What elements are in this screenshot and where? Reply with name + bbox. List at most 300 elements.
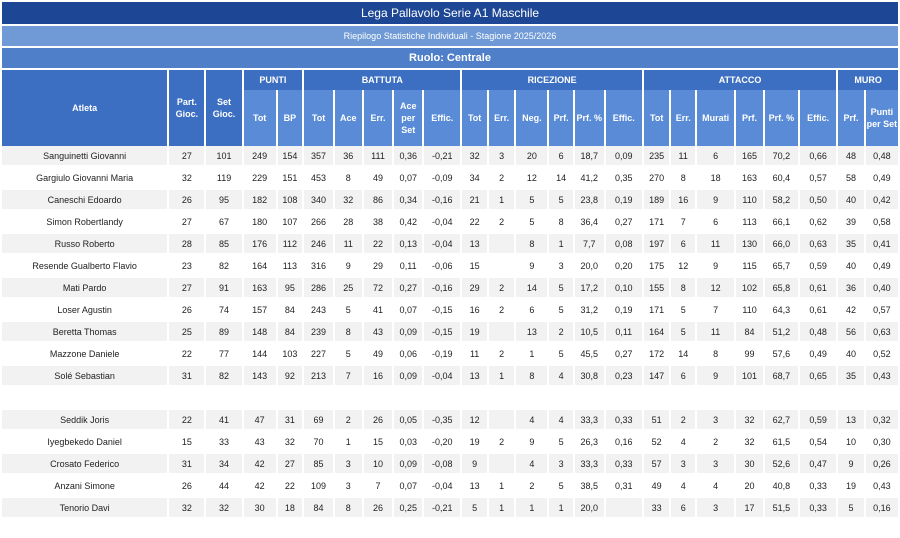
stat-cell: 89: [206, 322, 241, 344]
table-row: [2, 300, 898, 322]
stat-cell: 11: [697, 322, 734, 344]
stat-cell: 49: [364, 344, 393, 366]
stat-cell: 32: [335, 190, 362, 212]
stat-cell: 2: [489, 168, 515, 190]
stat-cell: 10: [364, 454, 393, 476]
table-row: [2, 256, 898, 278]
stat-cell: 6: [697, 146, 734, 168]
stat-cell: 5: [335, 344, 362, 366]
table-row: [2, 168, 898, 190]
athlete-name: Tenorio Davi: [2, 498, 167, 520]
col-ricezione-1: Err.: [489, 90, 515, 146]
stat-cell: 0,19: [606, 300, 642, 322]
stat-cell: 119: [206, 168, 241, 190]
stat-cell: 0,19: [606, 190, 642, 212]
stat-cell: -0,19: [424, 344, 460, 366]
stat-cell: 31: [169, 366, 204, 388]
stat-cell: 35: [838, 366, 864, 388]
stat-cell: 36,4: [575, 212, 604, 234]
stat-cell: 31,2: [575, 300, 604, 322]
stat-cell: 27: [278, 454, 303, 476]
stat-cell: 19: [462, 322, 487, 344]
table-row: [2, 234, 898, 256]
stat-cell: 2: [549, 322, 572, 344]
stat-cell: 41: [364, 300, 393, 322]
stat-cell: 16: [364, 366, 393, 388]
stat-cell: 38,5: [575, 476, 604, 498]
stat-cell: 3: [335, 454, 362, 476]
stat-cell: 22: [364, 234, 393, 256]
stat-cell: 164: [644, 322, 670, 344]
stat-cell: 5: [516, 212, 547, 234]
stat-cell: 51,5: [765, 498, 798, 520]
stat-cell: 0,33: [606, 410, 642, 432]
stat-cell: 101: [736, 366, 763, 388]
stat-cell: 270: [644, 168, 670, 190]
stat-cell: 5: [335, 300, 362, 322]
stat-cell: 286: [304, 278, 333, 300]
stat-cell: 27: [169, 278, 204, 300]
stat-cell: 30: [736, 454, 763, 476]
stat-cell: 6: [697, 212, 734, 234]
stat-cell: 60,4: [765, 168, 798, 190]
stat-cell: 0,27: [606, 344, 642, 366]
stat-cell: 144: [244, 344, 276, 366]
stat-cell: 20,0: [575, 256, 604, 278]
stat-cell: 32: [206, 498, 241, 520]
table-row: [2, 322, 898, 344]
stat-cell: 0,13: [394, 234, 422, 256]
stat-cell: 9: [697, 366, 734, 388]
stat-cell: 143: [244, 366, 276, 388]
stat-cell: 0,09: [394, 366, 422, 388]
stat-cell: 30: [244, 498, 276, 520]
col-ricezione-0: Tot: [462, 90, 487, 146]
athlete-name: Russo Roberto: [2, 234, 167, 256]
stat-cell: -0,35: [424, 410, 460, 432]
stat-cell: 84: [278, 300, 303, 322]
stat-cell: 3: [335, 476, 362, 498]
stat-cell: 0,31: [606, 476, 642, 498]
stat-cell: 6: [671, 498, 694, 520]
stat-cell: 82: [206, 256, 241, 278]
stat-cell: 11: [462, 344, 487, 366]
stat-cell: 9: [516, 256, 547, 278]
stat-cell: 1: [335, 432, 362, 454]
group-punti: PUNTI: [244, 70, 303, 90]
stat-cell: 249: [244, 146, 276, 168]
col-battuta-0: Tot: [304, 90, 333, 146]
stat-cell: 0,35: [606, 168, 642, 190]
stat-cell: 111: [364, 146, 393, 168]
stat-cell: 5: [549, 476, 572, 498]
stat-cell: 32: [736, 432, 763, 454]
stat-cell: 57,6: [765, 344, 798, 366]
stat-cell: 266: [304, 212, 333, 234]
stat-cell: 0,61: [800, 278, 836, 300]
stat-cell: 36: [838, 278, 864, 300]
stat-cell: 0,27: [606, 212, 642, 234]
stat-cell: 85: [304, 454, 333, 476]
stat-cell: 0,43: [866, 476, 898, 498]
stat-cell: 1: [516, 344, 547, 366]
col-sets: Set Gioc.: [206, 70, 241, 146]
stat-cell: 16: [462, 300, 487, 322]
stat-cell: -0,21: [424, 146, 460, 168]
stat-cell: 11: [697, 234, 734, 256]
stat-cell: 29: [364, 256, 393, 278]
stat-cell: 33,3: [575, 410, 604, 432]
stat-cell: 0,47: [800, 454, 836, 476]
stat-cell: 0,48: [866, 146, 898, 168]
stat-cell: 113: [278, 256, 303, 278]
table-row: [2, 432, 898, 454]
stat-cell: 43: [244, 432, 276, 454]
stat-cell: 0,23: [606, 366, 642, 388]
athlete-name: Mati Pardo: [2, 278, 167, 300]
stat-cell: 9: [516, 432, 547, 454]
stat-cell: 5: [838, 498, 864, 520]
stat-cell: 40: [838, 256, 864, 278]
stat-cell: -0,04: [424, 366, 460, 388]
stat-cell: 243: [304, 300, 333, 322]
group-attacco: ATTACCO: [644, 70, 836, 90]
stat-cell: 189: [644, 190, 670, 212]
stat-cell: 99: [736, 344, 763, 366]
stat-cell: 9: [335, 256, 362, 278]
stat-cell: 229: [244, 168, 276, 190]
stat-cell: 453: [304, 168, 333, 190]
stat-cell: 26: [169, 190, 204, 212]
stat-cell: 34: [206, 454, 241, 476]
stat-cell: 110: [736, 190, 763, 212]
table-row: [2, 190, 898, 212]
stat-cell: [489, 256, 515, 278]
stat-cell: 52: [644, 432, 670, 454]
stat-cell: 57: [644, 454, 670, 476]
stat-cell: 6: [549, 146, 572, 168]
col-attacco-4: Prf. %: [765, 90, 798, 146]
stat-cell: 70,2: [765, 146, 798, 168]
col-ricezione-2: Neg.: [516, 90, 547, 146]
stat-cell: 175: [644, 256, 670, 278]
stat-cell: -0,09: [424, 168, 460, 190]
stat-cell: 27: [169, 212, 204, 234]
col-muro-0: Prf.: [838, 90, 864, 146]
stat-cell: 41,2: [575, 168, 604, 190]
stat-cell: 12: [671, 256, 694, 278]
stat-cell: 68,7: [765, 366, 798, 388]
stat-cell: 108: [278, 190, 303, 212]
stat-cell: 151: [278, 168, 303, 190]
stat-cell: 13: [838, 410, 864, 432]
stat-cell: 130: [736, 234, 763, 256]
col-battuta-3: Ace per Set: [394, 90, 422, 146]
stat-cell: 0,50: [800, 190, 836, 212]
stat-cell: 5: [549, 344, 572, 366]
stat-cell: 357: [304, 146, 333, 168]
stat-cell: 42: [244, 476, 276, 498]
stat-cell: 3: [489, 146, 515, 168]
stat-cell: 84: [304, 498, 333, 520]
stat-cell: 11: [335, 234, 362, 256]
col-ricezione-3: Prf.: [549, 90, 572, 146]
stat-cell: 1: [489, 366, 515, 388]
stat-cell: 3: [671, 454, 694, 476]
stat-cell: 4: [697, 476, 734, 498]
stat-cell: 110: [736, 300, 763, 322]
stat-cell: 0,33: [606, 454, 642, 476]
stat-cell: 0,57: [866, 300, 898, 322]
stat-cell: 20,0: [575, 498, 604, 520]
stat-cell: 31: [278, 410, 303, 432]
stat-cell: 0,11: [606, 322, 642, 344]
stat-cell: 235: [644, 146, 670, 168]
stat-cell: 0,34: [394, 190, 422, 212]
stat-cell: 0,16: [866, 498, 898, 520]
stat-cell: 35: [838, 234, 864, 256]
stat-cell: 176: [244, 234, 276, 256]
stat-cell: 3: [697, 454, 734, 476]
section-gap: [2, 388, 898, 410]
stat-cell: 13: [462, 476, 487, 498]
stat-cell: -0,08: [424, 454, 460, 476]
stat-cell: 0,09: [606, 146, 642, 168]
stat-cell: 0,20: [606, 256, 642, 278]
stat-cell: 13: [462, 366, 487, 388]
stat-cell: 2: [697, 432, 734, 454]
stat-cell: 7: [697, 300, 734, 322]
stat-cell: 14: [671, 344, 694, 366]
table-row: [2, 146, 898, 168]
col-muro-1: Punti per Set: [866, 90, 898, 146]
stat-cell: 17,2: [575, 278, 604, 300]
stat-cell: 7: [671, 212, 694, 234]
col-athlete: Atleta: [2, 70, 167, 146]
stat-cell: 14: [516, 278, 547, 300]
stat-cell: [606, 498, 642, 520]
athlete-name: Anzani Simone: [2, 476, 167, 498]
stat-cell: 41: [206, 410, 241, 432]
col-attacco-2: Murati: [697, 90, 734, 146]
stat-cell: [489, 454, 515, 476]
stat-cell: 17: [736, 498, 763, 520]
stat-cell: 18,7: [575, 146, 604, 168]
stat-cell: 12: [462, 410, 487, 432]
stat-cell: 5: [549, 300, 572, 322]
stat-cell: 77: [206, 344, 241, 366]
stat-cell: 39: [838, 212, 864, 234]
stat-cell: 44: [206, 476, 241, 498]
athlete-name: Loser Agustin: [2, 300, 167, 322]
stat-cell: 11: [671, 146, 694, 168]
stat-cell: 2: [335, 410, 362, 432]
stat-cell: 7: [335, 366, 362, 388]
stat-cell: 49: [644, 476, 670, 498]
stat-cell: 3: [549, 256, 572, 278]
stat-cell: 66,1: [765, 212, 798, 234]
stat-cell: 6: [671, 234, 694, 256]
stat-cell: 172: [644, 344, 670, 366]
stat-cell: 95: [278, 278, 303, 300]
stat-cell: 5: [549, 190, 572, 212]
stat-cell: 213: [304, 366, 333, 388]
stat-cell: 5: [671, 300, 694, 322]
stat-cell: 42: [838, 300, 864, 322]
stat-cell: 30,8: [575, 366, 604, 388]
stat-cell: 0,41: [866, 234, 898, 256]
athlete-name: Gargiulo Giovanni Maria: [2, 168, 167, 190]
table-row: [2, 498, 898, 520]
stat-cell: 0,07: [394, 476, 422, 498]
group-battuta: BATTUTA: [304, 70, 460, 90]
stat-cell: -0,20: [424, 432, 460, 454]
stat-cell: 23: [169, 256, 204, 278]
stat-cell: 0,09: [394, 454, 422, 476]
stat-cell: 0,57: [800, 168, 836, 190]
stat-cell: 163: [244, 278, 276, 300]
table-row: [2, 454, 898, 476]
group-muro: MURO: [838, 70, 898, 90]
stat-cell: 0,05: [394, 410, 422, 432]
stat-cell: 8: [335, 322, 362, 344]
col-attacco-0: Tot: [644, 90, 670, 146]
stat-cell: 0,49: [800, 344, 836, 366]
athlete-name: Caneschi Edoardo: [2, 190, 167, 212]
group-ricezione: RICEZIONE: [462, 70, 642, 90]
stat-cell: [489, 410, 515, 432]
stat-cell: 15: [169, 432, 204, 454]
stat-cell: -0,21: [424, 498, 460, 520]
col-ricezione-4: Prf. %: [575, 90, 604, 146]
stat-cell: 9: [697, 256, 734, 278]
stat-cell: 147: [644, 366, 670, 388]
stat-cell: 56: [838, 322, 864, 344]
stat-cell: 21: [462, 190, 487, 212]
stat-cell: 5: [671, 322, 694, 344]
stat-cell: 197: [644, 234, 670, 256]
stat-cell: 8: [335, 168, 362, 190]
stat-cell: -0,04: [424, 234, 460, 256]
stat-cell: 32: [462, 146, 487, 168]
stat-cell: 0,49: [866, 256, 898, 278]
stat-cell: 112: [278, 234, 303, 256]
stat-cell: 38: [364, 212, 393, 234]
stat-cell: 6: [671, 366, 694, 388]
stat-cell: 65,8: [765, 278, 798, 300]
stat-cell: 8: [516, 366, 547, 388]
stat-cell: 0,62: [800, 212, 836, 234]
athlete-name: Iyegbekedo Daniel: [2, 432, 167, 454]
athlete-name: Mazzone Daniele: [2, 344, 167, 366]
stat-cell: 26: [169, 476, 204, 498]
stat-cell: 40,8: [765, 476, 798, 498]
stat-cell: 40: [838, 344, 864, 366]
stat-cell: 0,36: [394, 146, 422, 168]
stat-cell: 182: [244, 190, 276, 212]
role-heading: Ruolo: Centrale: [2, 48, 898, 68]
stat-cell: 51: [644, 410, 670, 432]
stat-cell: 32: [736, 410, 763, 432]
stat-cell: 5: [549, 278, 572, 300]
stat-cell: 2: [489, 432, 515, 454]
stat-cell: 2: [489, 278, 515, 300]
stat-cell: 29: [462, 278, 487, 300]
stat-cell: 1: [549, 498, 572, 520]
stat-cell: 22: [462, 212, 487, 234]
stat-cell: 0,59: [800, 256, 836, 278]
stat-cell: -0,15: [424, 300, 460, 322]
stat-cell: 15: [364, 432, 393, 454]
stat-cell: 82: [206, 366, 241, 388]
stat-cell: 7,7: [575, 234, 604, 256]
stat-cell: 0,30: [866, 432, 898, 454]
stat-cell: 109: [304, 476, 333, 498]
stat-cell: 43: [364, 322, 393, 344]
stat-cell: 1: [489, 476, 515, 498]
stat-cell: 0,16: [606, 432, 642, 454]
col-battuta-1: Ace: [335, 90, 362, 146]
stat-cell: 58: [838, 168, 864, 190]
stat-cell: 26,3: [575, 432, 604, 454]
stat-cell: 18: [278, 498, 303, 520]
stat-cell: 51,2: [765, 322, 798, 344]
stat-cell: 103: [278, 344, 303, 366]
stat-cell: 31: [169, 454, 204, 476]
page-subtitle: Riepilogo Statistiche Individuali - Stagione 2025/2026: [2, 26, 898, 46]
page-title: Lega Pallavolo Serie A1 Maschile: [2, 2, 898, 24]
stat-cell: 15: [462, 256, 487, 278]
athlete-name: Seddik Joris: [2, 410, 167, 432]
col-matches: Part. Gioc.: [169, 70, 204, 146]
stat-cell: [489, 322, 515, 344]
stat-cell: 16: [671, 190, 694, 212]
stat-cell: 28: [335, 212, 362, 234]
col-ricezione-5: Effic.: [606, 90, 642, 146]
stat-cell: 40: [838, 190, 864, 212]
stat-cell: 0,61: [800, 300, 836, 322]
stat-cell: 25: [169, 322, 204, 344]
stat-cell: 316: [304, 256, 333, 278]
stat-cell: 4: [671, 476, 694, 498]
stat-cell: 69: [304, 410, 333, 432]
stat-cell: 0,06: [394, 344, 422, 366]
stat-cell: 4: [516, 454, 547, 476]
stat-cell: 3: [697, 498, 734, 520]
stat-cell: 0,54: [800, 432, 836, 454]
stat-cell: 9: [838, 454, 864, 476]
stat-cell: 28: [169, 234, 204, 256]
stat-cell: 8: [671, 278, 694, 300]
col-attacco-1: Err.: [671, 90, 694, 146]
stat-cell: 86: [364, 190, 393, 212]
stat-cell: -0,04: [424, 212, 460, 234]
stat-cell: 227: [304, 344, 333, 366]
stat-cell: 113: [736, 212, 763, 234]
stat-cell: 155: [644, 278, 670, 300]
stat-cell: -0,16: [424, 190, 460, 212]
stat-cell: 8: [697, 344, 734, 366]
col-punti-0: Tot: [244, 90, 276, 146]
stat-cell: 58,2: [765, 190, 798, 212]
stat-cell: 23,8: [575, 190, 604, 212]
stat-cell: 20: [516, 146, 547, 168]
table-row: [2, 410, 898, 432]
stat-cell: 0,48: [800, 322, 836, 344]
stat-cell: 0,42: [394, 212, 422, 234]
stat-cell: 164: [244, 256, 276, 278]
stat-cell: 19: [462, 432, 487, 454]
